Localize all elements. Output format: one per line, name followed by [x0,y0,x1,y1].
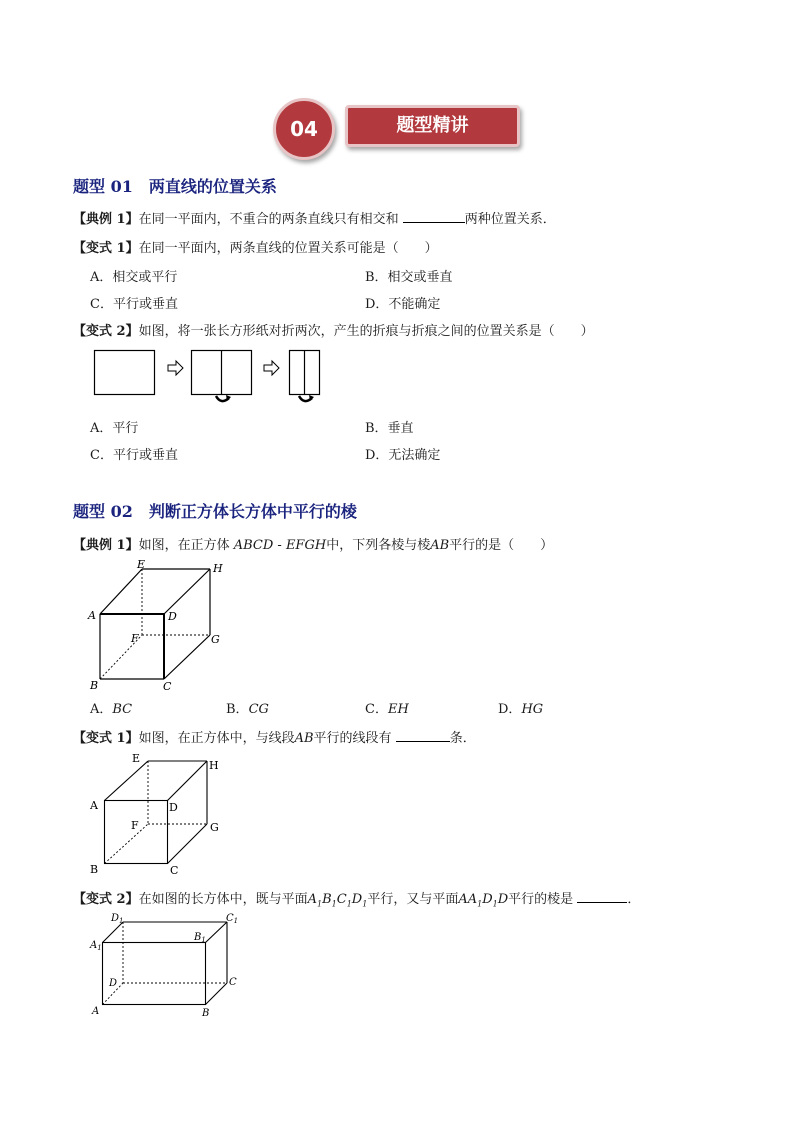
vertex-label: G [210,821,219,834]
option-d: D．HG [498,702,544,717]
option-b: B．相交或垂直 [365,270,453,285]
vertex-label: E [137,558,146,571]
option-d: D．不能确定 [365,297,441,312]
vertex-label: A [92,1006,100,1017]
vertex-label: B [90,679,99,692]
vertex-label: $A_1$ [90,940,102,952]
vertex-label: C [163,680,172,693]
variant-2-question: 【变式 2】在如图的长方体中，既与平面$A_1B_1C_1D_1$平行，又与平面$AA_1D_1D$平行的棱是 ． [73,892,641,909]
variant-1-question: 【变式 1】在同一平面内，两条直线的位置关系可能是（ ） [73,241,438,256]
vertex-label: C [229,977,237,988]
plane-aa1d1d: $AA_1D_1D$ [458,892,509,909]
option-a: A．BC [90,702,133,717]
section-title-02: 题型 02 判断正方体长方体中平行的棱 [73,502,357,521]
vertex-label: H [213,562,223,575]
vertex-label: H [209,759,219,772]
vertex-label: B [90,863,99,876]
option-a: A．相交或平行 [90,270,178,285]
example-1-question: 【典例 1】如图，在正方体 ABCD - EFGH中，下列各棱与棱AB平行的是（ ） [73,538,554,553]
answer-blank[interactable] [403,222,465,223]
vertex-label: D [168,610,177,623]
option-c: C．EH [365,702,409,717]
option-b: B．垂直 [365,421,414,436]
banner-number: 04 [290,117,318,141]
example-1-question: 【典例 1】在同一平面内，不重合的两条直线只有相交和 两种位置关系． [73,212,556,227]
vertex-label: C [170,864,179,877]
vertex-label: $B_1$ [194,932,206,944]
vertex-label: A [90,799,98,812]
vertex-label: B [202,1008,210,1019]
vertex-label: G [211,633,220,646]
vertex-label: F [131,632,139,645]
vertex-label: E [132,752,141,765]
vertex-label: D [109,978,118,989]
vertex-label: D [169,801,178,814]
option-a: A．平行 [90,421,139,436]
vertex-label: F [131,819,139,832]
cube-figure-1 [84,558,234,693]
section-title-01: 题型 01 两直线的位置关系 [73,177,277,196]
cuboid-figure [86,910,246,1020]
answer-blank[interactable] [396,741,450,742]
variant-2-question: 【变式 2】如图，将一张长方形纸对折两次，产生的折痕与折痕之间的位置关系是（ ） [73,324,594,339]
vertex-label: $C_1$ [226,913,239,925]
cube-figure-2 [86,750,236,880]
option-b: B．CG [226,702,269,717]
variant-1-question: 【变式 1】如图，在正方体中，与线段AB平行的线段有 条． [73,731,476,746]
option-c: C．平行或垂直 [90,297,178,312]
option-c: C．平行或垂直 [90,448,178,463]
vertex-label: A [88,609,96,622]
banner-title: 题型精讲 [396,115,469,136]
vertex-label: $D_1$ [111,913,124,925]
answer-blank[interactable] [577,902,627,903]
paper-folding-figure [88,346,328,408]
plane-a1b1c1d1: $A_1B_1C_1D_1$ [307,892,368,909]
option-d: D．无法确定 [365,448,441,463]
